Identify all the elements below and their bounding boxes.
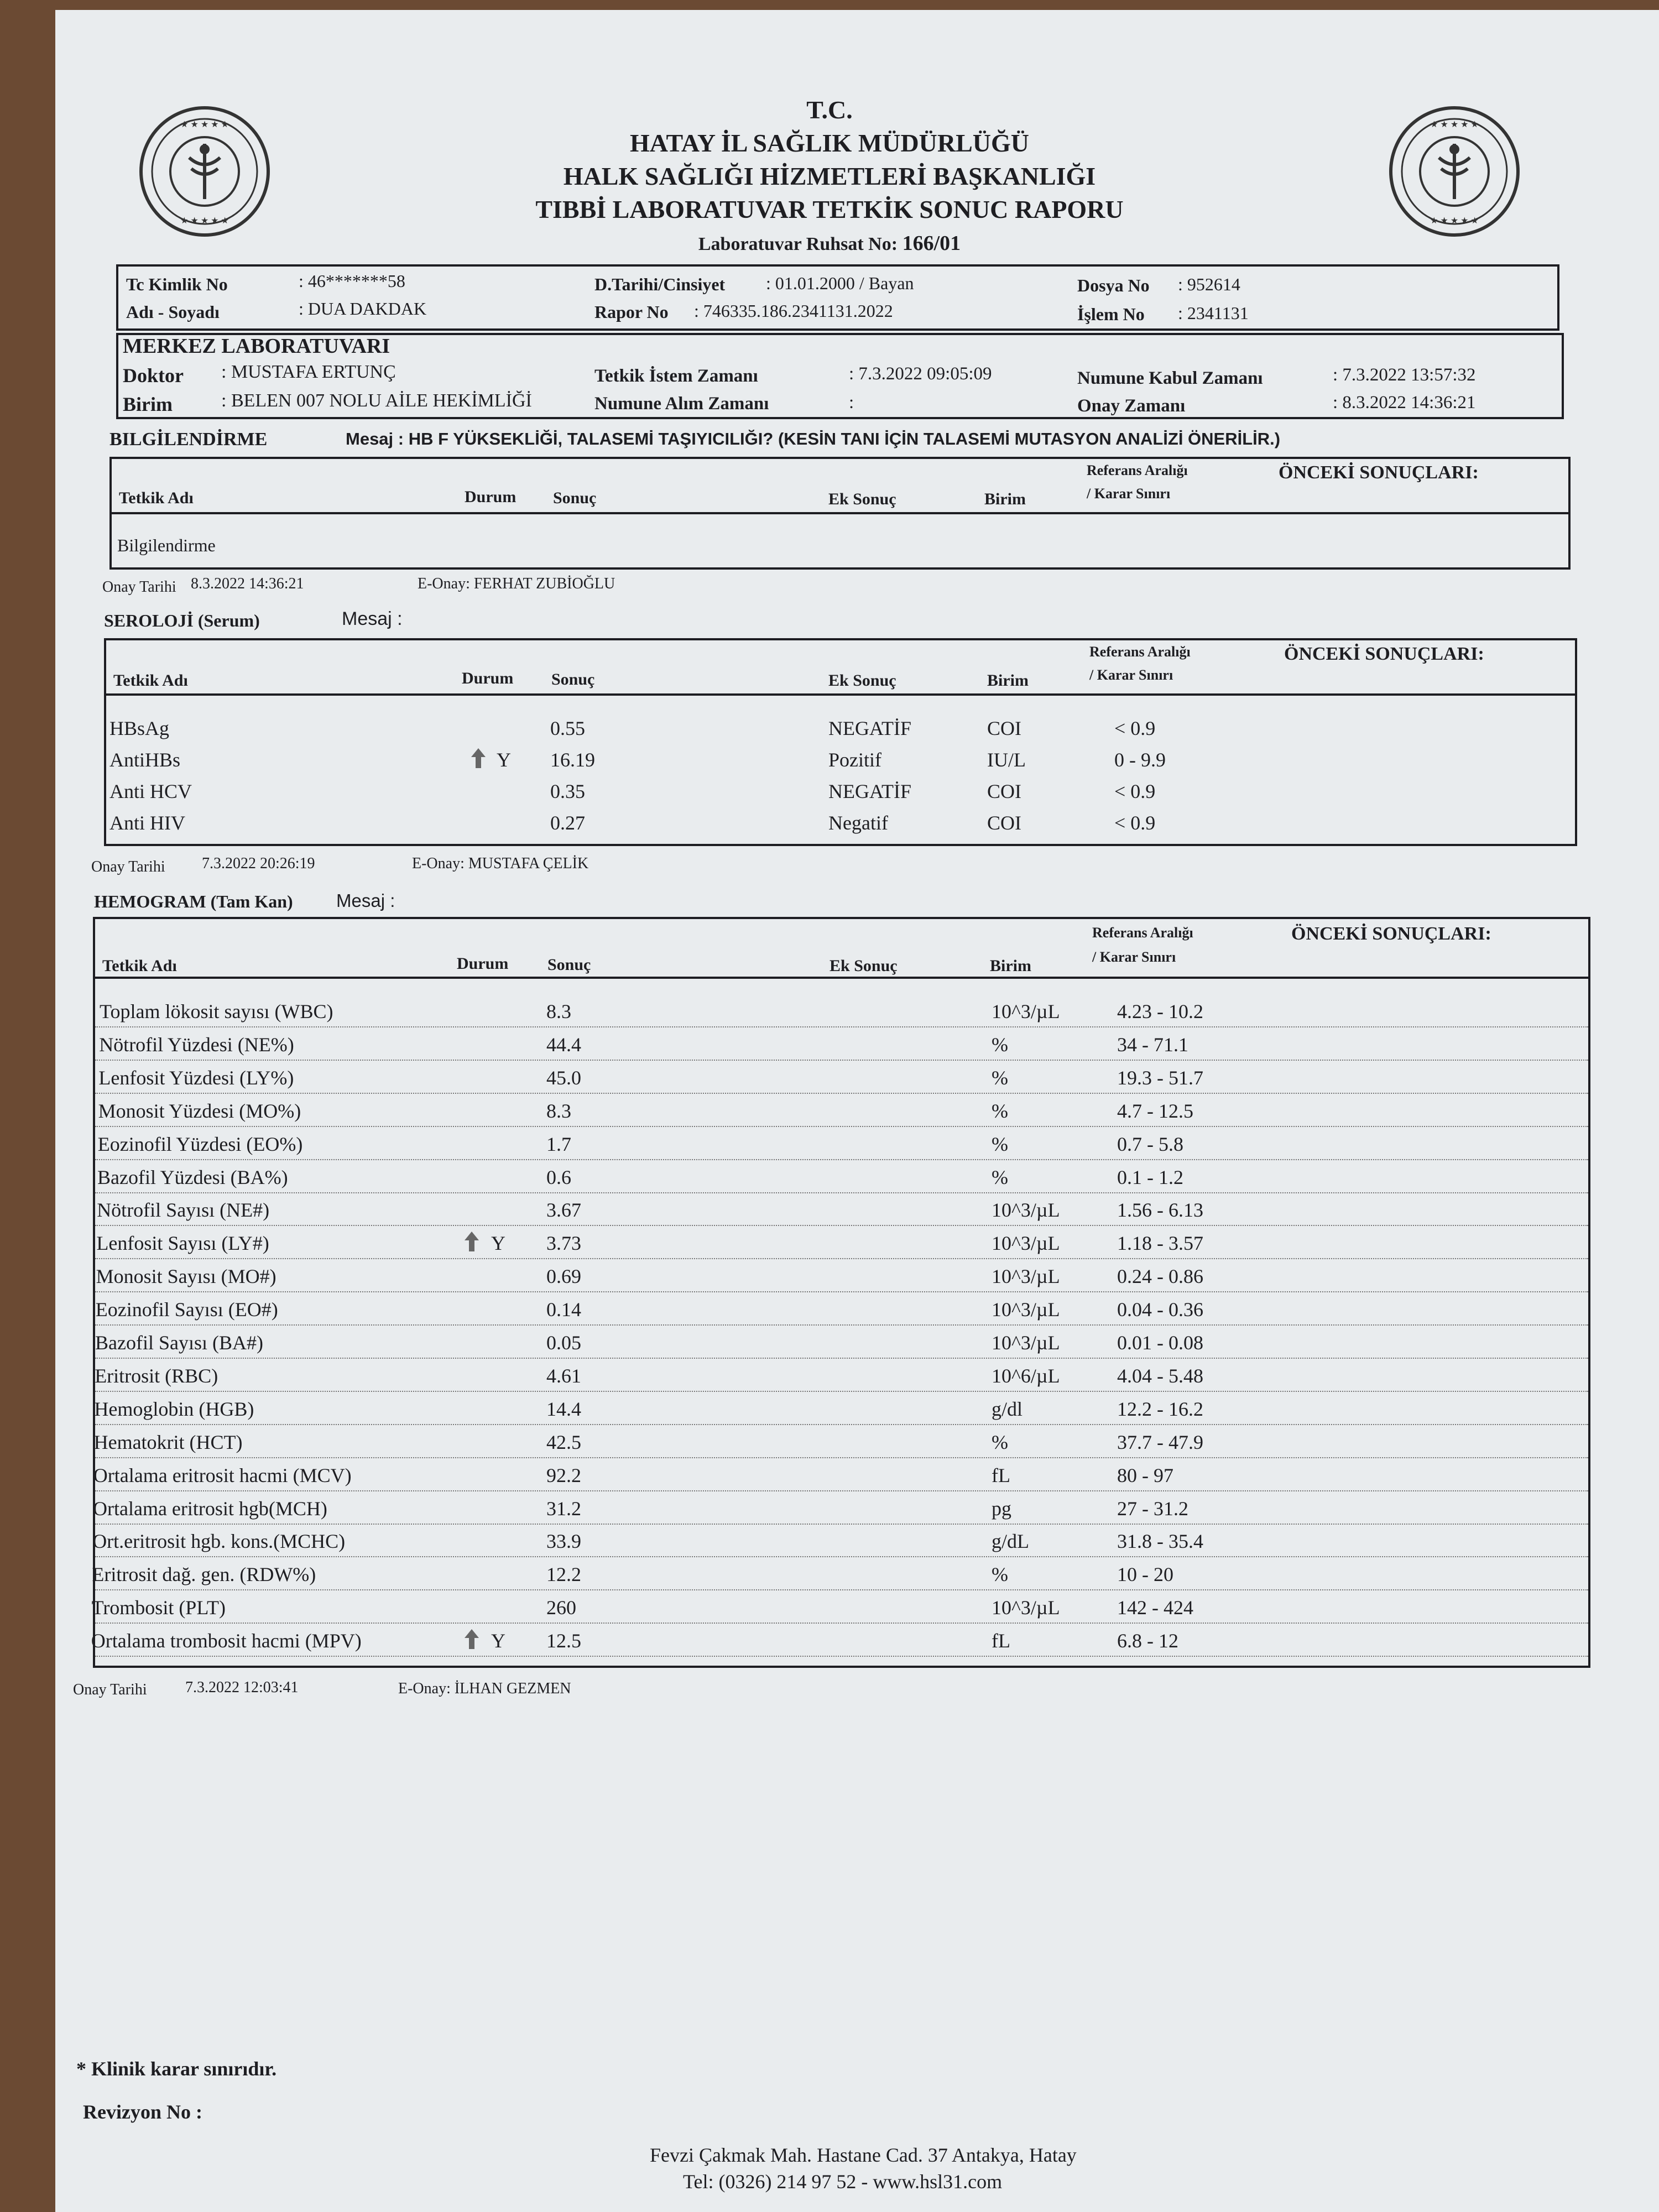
sample-label: Numune Alım Zamanı (594, 394, 769, 414)
hemogram-result: 8.3 (546, 1099, 571, 1122)
hemogram-test-name: Ort.eritrosit hgb. kons.(MCHC) (92, 1530, 346, 1553)
tc-value: : 46*******58 (299, 271, 405, 291)
row-separator (95, 1225, 1588, 1226)
ser-col-unit: Birim (987, 671, 1029, 690)
hemogram-title: HEMOGRAM (Tam Kan) (94, 891, 293, 911)
hemogram-unit: pg (992, 1497, 1011, 1520)
serology-result: 0.55 (550, 717, 585, 739)
process-value: : 2341131 (1178, 303, 1249, 323)
hemogram-test-name: Lenfosit Sayısı (LY#) (96, 1232, 269, 1255)
row-separator (95, 1457, 1588, 1458)
serology-extra-result: Negatif (828, 812, 888, 834)
row-separator (95, 1623, 1588, 1624)
ser-eonay: E-Onay: MUSTAFA ÇELİK (412, 855, 589, 872)
row-separator (95, 1524, 1588, 1525)
info-eonay: E-Onay: FERHAT ZUBİOĞLU (418, 575, 615, 592)
hemogram-reference: 4.23 - 10.2 (1117, 1000, 1203, 1022)
serology-result: 0.35 (550, 780, 585, 802)
birth-label: D.Tarihi/Cinsiyet (594, 274, 726, 294)
process-label: İşlem No (1077, 304, 1145, 324)
up-arrow-icon (470, 747, 487, 769)
file-value: : 952614 (1178, 274, 1240, 294)
serology-test-name: Anti HIV (109, 812, 185, 834)
hemogram-result: 1.7 (546, 1133, 571, 1155)
hemogram-unit: % (992, 1033, 1008, 1056)
hemogram-reference: 10 - 20 (1117, 1563, 1173, 1586)
birth-value: : 01.01.2000 / Bayan (766, 273, 914, 293)
hemogram-unit: fL (992, 1630, 1010, 1652)
hemogram-reference: 37.7 - 47.9 (1117, 1431, 1203, 1453)
row-separator (95, 1159, 1588, 1160)
footer-phone: Tel: (0326) 214 97 52 - www.hsl31.com (683, 2171, 1003, 2193)
serology-reference: 0 - 9.9 (1114, 749, 1166, 771)
row-separator (95, 1324, 1588, 1326)
hemogram-unit: % (992, 1431, 1008, 1453)
hemogram-reference: 4.7 - 12.5 (1117, 1099, 1193, 1122)
ser-col-result: Sonuç (551, 670, 595, 688)
serology-extra-result: Pozitif (828, 749, 881, 771)
hemogram-status: Y (491, 1232, 505, 1255)
lab-title: MERKEZ LABORATUVARI (123, 335, 390, 358)
serology-table-divider (104, 693, 1577, 696)
row-separator (95, 1060, 1588, 1061)
serology-test-name: HBsAg (109, 717, 170, 739)
hem-col-ref2: / Karar Sınırı (1092, 949, 1176, 965)
hemogram-result: 0.05 (546, 1332, 581, 1354)
file-label: Dosya No (1077, 275, 1150, 295)
info-col-ref1: Referans Aralığı (1087, 462, 1188, 478)
svg-text:★ ★ ★ ★ ★: ★ ★ ★ ★ ★ (180, 120, 229, 129)
footer-revision: Revizyon No : (83, 2101, 202, 2123)
hemogram-test-name: Monosit Yüzdesi (MO%) (98, 1099, 301, 1122)
info-table-divider (109, 512, 1571, 514)
ser-col-extra: Ek Sonuç (828, 671, 896, 690)
hemogram-unit: 10^3/µL (992, 1232, 1060, 1255)
accept-label: Numune Kabul Zamanı (1077, 368, 1263, 388)
hemogram-test-name: Eozinofil Yüzdesi (EO%) (97, 1133, 303, 1155)
hemogram-unit: % (992, 1563, 1008, 1586)
ser-col-previous: ÖNCEKİ SONUÇLARI: (1284, 644, 1484, 664)
hemogram-message: Mesaj : (336, 890, 395, 911)
serology-status: Y (497, 749, 511, 771)
hemogram-result: 44.4 (546, 1033, 581, 1056)
hemogram-result: 260 (546, 1597, 576, 1619)
hemogram-result: 45.0 (546, 1066, 581, 1089)
svg-text:★ ★ ★ ★ ★: ★ ★ ★ ★ ★ (180, 216, 229, 226)
ser-col-status: Durum (462, 669, 514, 687)
accept-value: : 7.3.2022 13:57:32 (1333, 365, 1476, 385)
tc-label: Tc Kimlik No (126, 274, 228, 294)
serology-result: 0.27 (550, 812, 585, 834)
request-value: : 7.3.2022 09:05:09 (849, 364, 992, 384)
serology-test-name: Anti HCV (109, 780, 192, 802)
hemogram-reference: 0.24 - 0.86 (1117, 1265, 1203, 1288)
hem-col-unit: Birim (990, 957, 1031, 975)
info-col-unit: Birim (984, 490, 1026, 508)
hemogram-unit: % (992, 1166, 1008, 1188)
hemogram-unit: 10^3/µL (992, 1298, 1060, 1321)
hemogram-result: 14.4 (546, 1397, 581, 1420)
serology-unit: IU/L (987, 749, 1026, 771)
hemogram-unit: 10^3/µL (992, 1265, 1060, 1288)
info-col-previous: ÖNCEKİ SONUÇLARI: (1279, 462, 1479, 483)
row-separator (95, 1656, 1588, 1657)
serology-reference: < 0.9 (1114, 812, 1156, 834)
row-separator (95, 1391, 1588, 1392)
hemogram-result: 31.2 (546, 1497, 581, 1520)
hemogram-result: 92.2 (546, 1464, 581, 1486)
hemogram-reference: 31.8 - 35.4 (1117, 1530, 1203, 1553)
hemogram-test-name: Trombosit (PLT) (91, 1597, 226, 1619)
hemogram-result: 12.5 (546, 1630, 581, 1652)
hemogram-test-name: Eritrosit dağ. gen. (RDW%) (92, 1563, 316, 1586)
hemogram-reference: 1.56 - 6.13 (1117, 1199, 1203, 1222)
license (0, 231, 1659, 255)
report-value: : 746335.186.2341131.2022 (694, 301, 893, 321)
info-approval-date: 8.3.2022 14:36:21 (191, 575, 304, 592)
hemogram-unit: 10^6/µL (992, 1364, 1060, 1387)
serology-unit: COI (987, 812, 1021, 834)
hemogram-test-name: Eritrosit (RBC) (95, 1364, 218, 1387)
hem-col-ref1: Referans Aralığı (1092, 925, 1193, 941)
doctor-value: : MUSTAFA ERTUNÇ (221, 362, 396, 382)
hemogram-reference: 4.04 - 5.48 (1117, 1364, 1203, 1387)
unit-label: Birim (123, 393, 173, 415)
request-label: Tetkik İstem Zamanı (594, 366, 758, 386)
up-arrow-icon (463, 1230, 480, 1253)
info-approval-label: Onay Tarihi (102, 578, 176, 596)
hemogram-test-name: Bazofil Sayısı (BA#) (95, 1332, 263, 1354)
hemogram-result: 3.67 (546, 1199, 581, 1222)
hem-eonay: E-Onay: İLHAN GEZMEN (398, 1680, 571, 1697)
hemogram-test-name: Monosit Sayısı (MO#) (96, 1265, 276, 1288)
hemogram-test-name: Hemoglobin (HGB) (94, 1397, 254, 1420)
row-separator (95, 1258, 1588, 1259)
hemogram-reference: 142 - 424 (1117, 1597, 1193, 1619)
hem-approval-label: Onay Tarihi (73, 1681, 147, 1698)
row-separator (95, 1192, 1588, 1193)
hemogram-unit: g/dl (992, 1397, 1023, 1420)
hemogram-unit: fL (992, 1464, 1010, 1486)
hemogram-test-name: Lenfosit Yüzdesi (LY%) (98, 1066, 294, 1089)
hemogram-result: 12.2 (546, 1563, 581, 1586)
serology-reference: < 0.9 (1114, 717, 1156, 739)
hemogram-reference: 0.7 - 5.8 (1117, 1133, 1183, 1155)
hem-col-previous: ÖNCEKİ SONUÇLARI: (1291, 924, 1491, 944)
hemogram-test-name: Nötrofil Sayısı (NE#) (97, 1199, 270, 1222)
hemogram-result: 8.3 (546, 1000, 571, 1022)
hem-col-extra: Ek Sonuç (830, 957, 898, 975)
hemogram-result: 0.6 (546, 1166, 571, 1188)
hemogram-table-divider (93, 977, 1590, 979)
hemogram-result: 3.73 (546, 1232, 581, 1255)
hemogram-reference: 6.8 - 12 (1117, 1630, 1178, 1652)
doctor-label: Doktor (123, 364, 184, 387)
ser-approval-date: 7.3.2022 20:26:19 (202, 855, 315, 872)
hemogram-unit: % (992, 1066, 1008, 1089)
hemogram-test-name: Toplam lökosit sayısı (WBC) (100, 1000, 333, 1022)
hem-col-test: Tetkik Adı (102, 957, 177, 975)
name-value: : DUA DAKDAK (299, 299, 427, 319)
report-label: Rapor No (594, 302, 669, 322)
hemogram-unit: 10^3/µL (992, 1199, 1060, 1222)
footer-address: Fevzi Çakmak Mah. Hastane Cad. 37 Antakya, Hatay (650, 2144, 1077, 2166)
hemogram-test-name: Ortalama eritrosit hacmi (MCV) (93, 1464, 352, 1486)
hemogram-unit: % (992, 1099, 1008, 1122)
serology-unit: COI (987, 780, 1021, 802)
hemogram-reference: 1.18 - 3.57 (1117, 1232, 1203, 1255)
hemogram-reference: 0.01 - 0.08 (1117, 1332, 1203, 1354)
svg-text:★ ★ ★ ★ ★: ★ ★ ★ ★ ★ (1430, 120, 1479, 129)
row-separator (95, 1424, 1588, 1425)
sample-value: : (849, 393, 854, 413)
serology-unit: COI (987, 717, 1021, 739)
hemogram-test-name: Ortalama eritrosit hgb(MCH) (93, 1497, 327, 1520)
serology-result: 16.19 (550, 749, 595, 771)
hemogram-unit: g/dL (992, 1530, 1029, 1553)
header-department: HALK SAĞLIĞI HİZMETLERİ BAŞKANLIĞI (563, 162, 1096, 190)
hemogram-reference: 34 - 71.1 (1117, 1033, 1188, 1056)
hemogram-reference: 12.2 - 16.2 (1117, 1397, 1203, 1420)
row-separator (95, 1589, 1588, 1590)
hemogram-result: 0.14 (546, 1298, 581, 1321)
serology-message: Mesaj : (342, 608, 403, 629)
hemogram-test-name: Hematokrit (HCT) (93, 1431, 243, 1453)
hemogram-test-name: Ortalama trombosit hacmi (MPV) (91, 1630, 362, 1652)
hemogram-reference: 0.04 - 0.36 (1117, 1298, 1203, 1321)
info-message: Mesaj : HB F YÜKSEKLİĞİ, TALASEMİ TAŞIYICILIĞI? (KESİN TANI İÇİN TALASEMİ MUTASYON ANALİZİ ÖNERİLİR.) (346, 429, 1281, 448)
hemogram-test-name: Eozinofil Sayısı (EO#) (95, 1298, 278, 1321)
serology-reference: < 0.9 (1114, 780, 1156, 802)
hemogram-reference: 19.3 - 51.7 (1117, 1066, 1203, 1089)
serology-extra-result: NEGATİF (828, 717, 911, 739)
info-col-extra: Ek Sonuç (828, 490, 896, 508)
header-directorate: HATAY İL SAĞLIK MÜDÜRLÜĞÜ (629, 129, 1030, 157)
hemogram-unit: 10^3/µL (992, 1000, 1060, 1022)
serology-extra-result: NEGATİF (828, 780, 911, 802)
header-tc: T.C. (806, 96, 853, 124)
svg-text:★ ★ ★ ★ ★: ★ ★ ★ ★ ★ (1430, 216, 1479, 226)
row-separator (95, 1291, 1588, 1292)
row-separator (95, 1126, 1588, 1127)
hemogram-unit: 10^3/µL (992, 1332, 1060, 1354)
hemogram-test-name: Bazofil Yüzdesi (BA%) (97, 1166, 288, 1188)
info-title: BILGİLENDİRME (109, 429, 268, 450)
hemogram-unit: 10^3/µL (992, 1597, 1060, 1619)
row-separator (95, 1556, 1588, 1557)
hemogram-reference: 80 - 97 (1117, 1464, 1173, 1486)
name-label: Adı - Soyadı (126, 302, 220, 322)
serology-test-name: AntiHBs (109, 749, 181, 771)
license-value: 166/01 (902, 232, 961, 255)
up-arrow-icon (463, 1628, 480, 1650)
info-col-result: Sonuç (553, 489, 597, 507)
hemogram-result: 42.5 (546, 1431, 581, 1453)
approve-label: Onay Zamanı (1077, 396, 1186, 416)
approve-value: : 8.3.2022 14:36:21 (1333, 393, 1476, 413)
ser-col-ref2: / Karar Sınırı (1089, 667, 1173, 683)
info-row-label: Bilgilendirme (117, 535, 216, 555)
serology-title: SEROLOJİ (Serum) (104, 611, 260, 630)
row-separator (95, 1026, 1588, 1027)
ser-col-test: Tetkik Adı (113, 671, 188, 690)
hem-approval-date: 7.3.2022 12:03:41 (185, 1679, 299, 1696)
hem-col-result: Sonuç (547, 956, 591, 974)
license-label: Laboratuvar Ruhsat No: (698, 234, 898, 254)
hemogram-result: 4.61 (546, 1364, 581, 1387)
info-col-status: Durum (465, 488, 517, 506)
row-separator (95, 1093, 1588, 1094)
unit-value: : BELEN 007 NOLU AİLE HEKİMLİĞİ (221, 390, 532, 411)
footer-note: * Klinik karar sınırıdır. (76, 2058, 277, 2080)
hemogram-reference: 0.1 - 1.2 (1117, 1166, 1183, 1188)
row-separator (95, 1358, 1588, 1359)
info-col-test: Tetkik Adı (119, 489, 194, 507)
hemogram-status: Y (491, 1630, 505, 1652)
row-separator (95, 1490, 1588, 1491)
hem-col-status: Durum (457, 954, 509, 973)
report-title: TIBBİ LABORATUVAR TETKİK SONUC RAPORU (535, 195, 1124, 223)
hemogram-unit: % (992, 1133, 1008, 1155)
hemogram-test-name: Nötrofil Yüzdesi (NE%) (99, 1033, 294, 1056)
ser-approval-label: Onay Tarihi (91, 858, 165, 875)
info-col-ref2: / Karar Sınırı (1087, 486, 1171, 502)
hemogram-reference: 27 - 31.2 (1117, 1497, 1188, 1520)
ser-col-ref1: Referans Aralığı (1089, 644, 1191, 660)
hemogram-result: 33.9 (546, 1530, 581, 1553)
hemogram-result: 0.69 (546, 1265, 581, 1288)
